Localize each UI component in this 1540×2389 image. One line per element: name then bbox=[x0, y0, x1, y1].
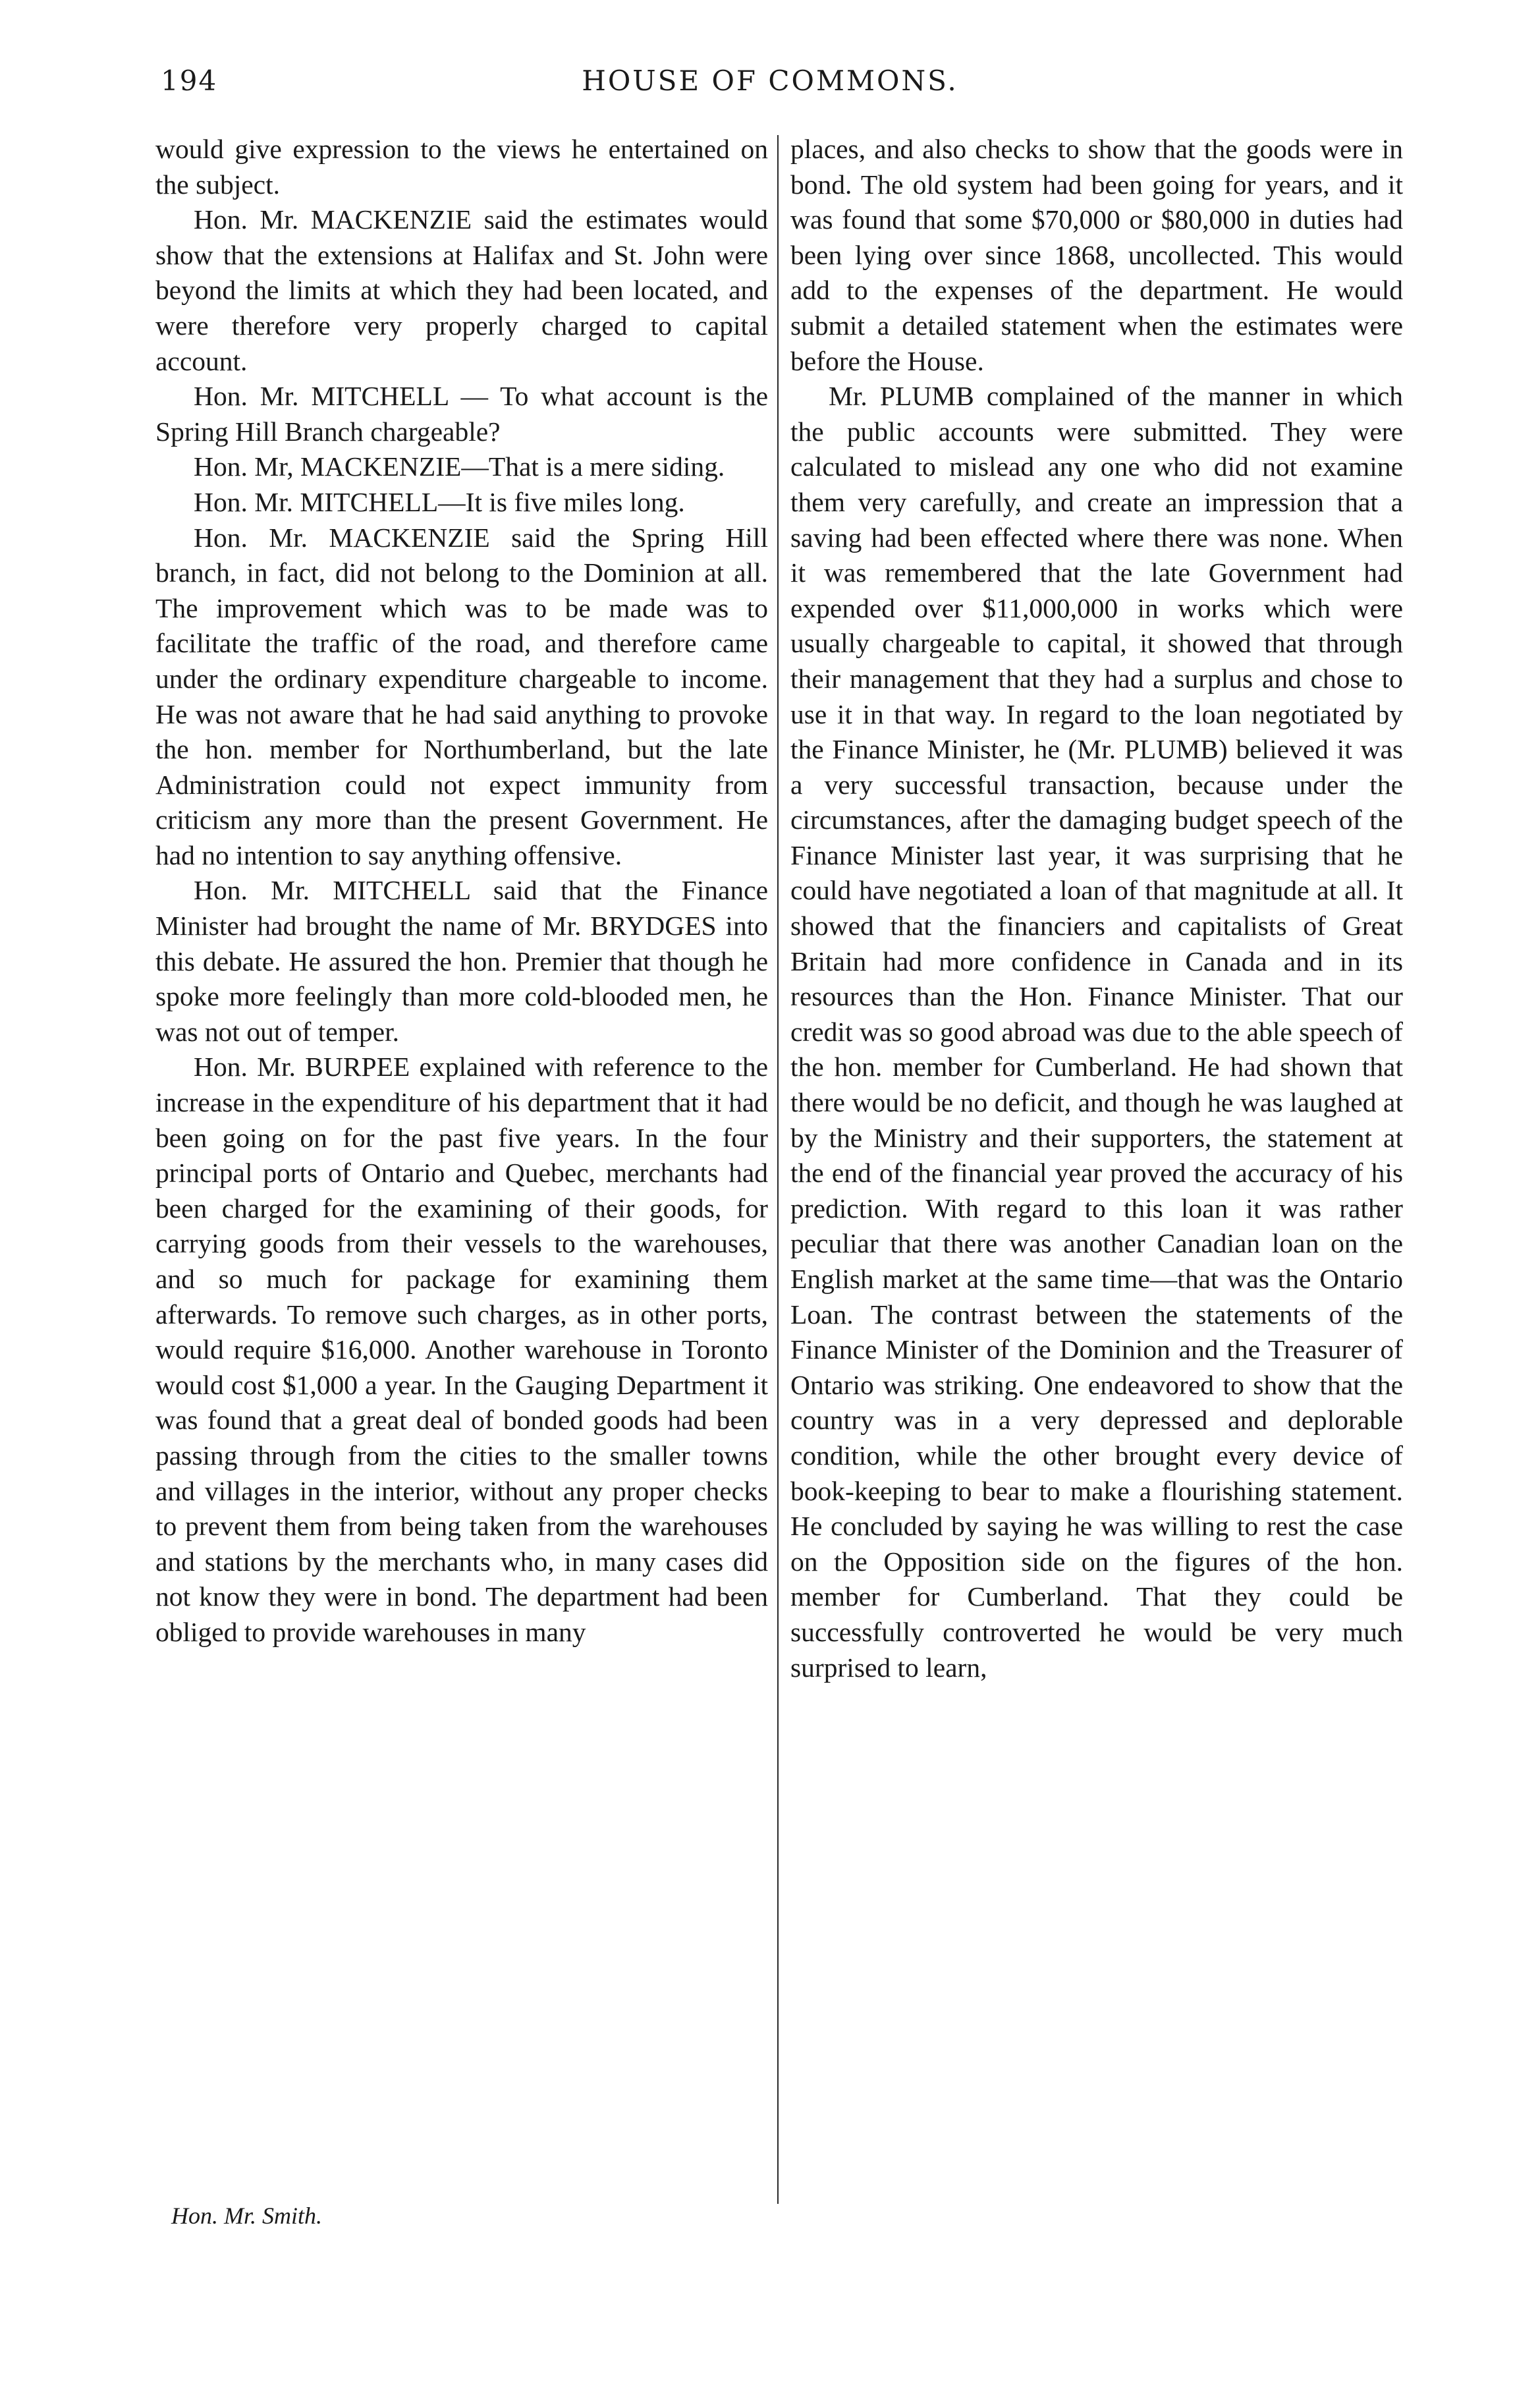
paragraph: Hon. Mr. MITCHELL—It is five miles long. bbox=[194, 486, 685, 517]
paragraph: Hon. Mr. MITCHELL — To what account is the Spring Hill Branch chargeable? bbox=[155, 381, 768, 447]
running-head: HOUSE OF COMMONS. bbox=[582, 65, 958, 97]
page-number: 194 bbox=[161, 65, 218, 97]
footer-catchword: Hon. Mr. Smith. bbox=[171, 2203, 323, 2229]
right-column bbox=[790, 132, 1403, 1685]
column-divider bbox=[777, 135, 779, 2204]
paragraph: Mr. PLUMB complained of the manner in which the public accounts were submitted. They were calculated to mislead any one who did not examine them very carefully, and create an impression that a saving had been effected where there was none. When it was remembered that the late Government had expended over $11,000,000 in works which were usually chargeable to capital, it showed that through their management that they had a surplus and chose to use it in that way. In regard to the loan negotiated by the Finance Minister, he (Mr. PLUMB) believed it was a very successful transaction, because under the circumstances, after the damaging budget speech of the Finance Minister last year, it was surprising that he could have negotiated a loan of that magnitude at all. It showed that the financiers and capitalists of Great Britain had more confidence in Canada and in its resources than the Hon. Finance Minister. That our credit was so good abroad was due to the able speech of the hon. member for Cumberland. He had shown that there would be no deficit, and though he was laughed at by the Ministry and their supporters, the statement at the end of the financial year proved the accuracy of his prediction. With regard to this loan it was rather peculiar that there was another Canadian loan on the English market at the same time—that was the Ontario Loan. The contrast between the statements of the Finance Minister of the Dominion and the Treasurer of Ontario was striking. One endeavored to show that the country was in a very depressed and deplorable condition, while the other brought every device of book-keeping to bear to make a flourishing statement. He concluded by saying he was willing to rest the case on the Opposition side on the figures of the hon. member for Cumberland. That they could be successfully controverted he would be very much surprised to learn, bbox=[790, 381, 1403, 1683]
paragraph: would give expression to the views he entertained on the subject. bbox=[155, 134, 768, 200]
paragraph: Hon. Mr. MACKENZIE said the Spring Hill branch, in fact, did not belong to the Dominion at all. The improvement which was to be made was to facilitate the traffic of the road, and therefore came under the ordinary expenditure chargeable to income. He was not aware that he had said anything to provoke the hon. member for Northumberland, but the late Administration could not expect immunity from criticism any more than the present Government. He had no intention to say anything offensive. bbox=[155, 522, 768, 870]
paragraph: Hon. Mr. BURPEE explained with reference to the increase in the expenditure of his department that it had been going on for the past five years. In the four principal ports of Ontario and Quebec, merchants had been charged for the examining of their goods, for carrying goods from their vessels to the warehouses, and so much for package for examining them afterwards. To remove such charges, as in other ports, would require $16,000. Another warehouse in Toronto would cost $1,000 a year. In the Gauging Department it was found that a great deal of bonded goods had been passing through from the cities to the smaller towns and villages in the interior, without any proper checks to prevent them from being taken from the warehouses and stations by the merchants who, in many cases did not know they were in bond. The department had been obliged to provide warehouses in many bbox=[155, 1052, 768, 1647]
paragraph: Hon. Mr, MACKENZIE—That is a mere siding. bbox=[194, 451, 725, 482]
paragraph: places, and also checks to show that the goods were in bond. The old system had been going for years, and it was found that some $70,000 or $80,000 in duties had been lying over since 1868, uncollected. This would add to the expenses of the department. He would submit a detailed statement when the estimates were before the House. bbox=[790, 134, 1403, 376]
left-column bbox=[155, 132, 768, 1650]
paragraph: Hon. Mr. MACKENZIE said the estimates would show that the extensions at Halifax and St. John were beyond the limits at which they had been located, and were therefore very properly charged to capital account. bbox=[155, 204, 768, 376]
paragraph: Hon. Mr. MITCHELL said that the Finance Minister had brought the name of Mr. BRYDGES into this debate. He assured the hon. Premier that though he spoke more feelingly than more cold-blooded men, he was not out of temper. bbox=[155, 875, 768, 1047]
